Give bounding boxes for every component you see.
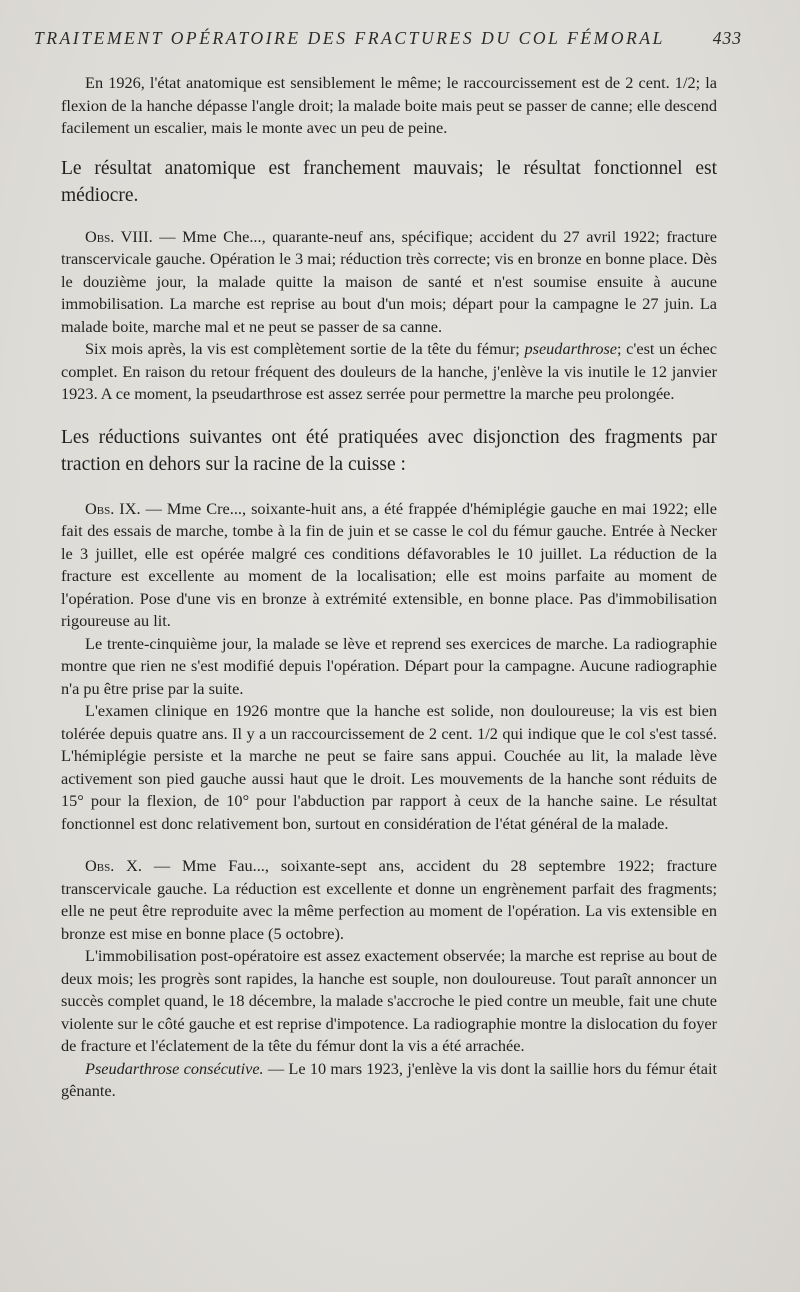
paragraph <box>61 338 717 406</box>
paragraph-text: Six mois après, la vis est complètement sortie de la tête du fémur; <box>85 339 525 358</box>
paragraph-text: ; c'est un échec complet. En raison du retour fréquent des douleurs de la hanche, j'enlève la vis inutile le 12 janvier 1923. A ce moment, la pseudarthrose est assez serrée pour permettre la marche peu prolongée. <box>61 339 718 403</box>
body-text <box>61 72 717 1103</box>
observation-label: Obs. VIII. <box>85 226 153 246</box>
page-number: 433 <box>712 28 742 48</box>
paragraph: L'immobilisation post-opératoire est assez exactement observée; la marche est reprise au bout de deux mois; les progrès sont rapides, la hanche est souple, non douloureuse. Tout paraît annoncer un succès complet quand, le 18 décembre, la malade s'accroche le pied contre un meuble, fait une chute violente sur le côté gauche et est reprise d'impotence. La radiographie montre la dislocation du foyer de fracture et l'éclatement de la tête du fémur dont la vis a été arrachée. <box>61 946 717 1055</box>
observation-text: — Mme Fau..., soixante-sept ans, accident du 28 septembre 1922; fracture transcervicale gauche. La réduction est excellente et donne un engrènement parfait des fragments; elle ne peut être reproduite avec la même perfection au moment de l'opération. La vis extensible en bronze est mise en bonne place (5 octobre). <box>61 856 717 943</box>
italic-term: pseudarthrose <box>524 339 618 358</box>
paragraph: L'examen clinique en 1926 montre que la hanche est solide, non douloureuse; la vis est bien tolérée depuis quatre ans. Il y a un raccourcissement de 2 cent. 1/2 qui indique que le col s'est tassé. L'hémiplégie persiste et la marche ne peut se faire sans appui. Couchée au lit, la malade lève activement son pied gauche aussi haut que le droit. Les mouvements de la hanche sont réduits de 15° pour la flexion, de 10° pour l'abduction par rapport à ceux de la hanche saine. Le résultat fonctionnel est donc relativement bon, surtout en considération de l'état général de la malade. <box>61 701 717 833</box>
paragraph-text: — Le 10 mars 1923, j'enlève la vis dont la saillie hors du fémur était gênante. <box>61 1058 717 1100</box>
observation-label: Obs. X. <box>85 856 142 875</box>
observation-label: Obs. IX. <box>85 498 141 518</box>
paragraph: Le trente-cinquième jour, la malade se lève et reprend ses exercices de marche. La radiographie montre que rien ne s'est modifié depuis l'opération. Départ pour la campagne. Aucune radiographie n'a pu être prise par la suite. <box>61 633 717 698</box>
italic-term: Pseudarthrose consécutive. <box>85 1058 264 1078</box>
paragraph-intro: Les réductions suivantes ont été pratiquées avec disjonction des fragments par traction en dehors sur la racine de la cuisse : <box>61 426 717 475</box>
running-header <box>34 28 742 49</box>
observation-text: — Mme Che..., quarante-neuf ans, spécifique; accident du 27 avril 1922; fracture transcervicale gauche. Opération le 3 mai; réduction très correcte; vis en bronze en bonne place. Dès le douzième jour, la malade quitte la maison de santé et n'est soumise ensuite à aucune immobilisation. La marche est reprise au bout d'un mois; départ pour la campagne le 27 juin. La malade boite, marche mal et ne peut se passer de sa canne. <box>61 226 717 336</box>
paragraph-summary: Le résultat anatomique est franchement mauvais; le résultat fonctionnel est médiocre. <box>61 157 717 206</box>
paragraph <box>61 1058 717 1103</box>
observation-text: — Mme Cre..., soixante-huit ans, a été frappée d'hémiplégie gauche en mai 1922; elle fait des essais de marche, tombe à la fin de juin et se casse le col du fémur gauche. Entrée à Necker le 3 juillet, elle est opérée malgré ces conditions défavorables le 10 juillet. La réduction de la fracture est excellente au moment de la localisation; elle est moins parfaite au moment de l'opération. Pose d'une vis en bronze à extrémité extensible, en bonne place. Pas d'immobilisation rigoureuse au lit. <box>61 498 717 630</box>
observation-paragraph <box>61 498 717 633</box>
observation-paragraph <box>61 855 717 945</box>
paragraph: En 1926, l'état anatomique est sensiblement le même; le raccourcissement est de 2 cent. 1/2; la flexion de la hanche dépasse l'angle droit; la malade boite mais peut se passer de canne; elle descend facilement un escalier, mais le monte avec un peu de peine. <box>61 73 717 137</box>
observation-paragraph <box>61 226 717 339</box>
running-title: TRAITEMENT OPÉRATOIRE DES FRACTURES DU COL FÉMORAL <box>34 28 666 48</box>
